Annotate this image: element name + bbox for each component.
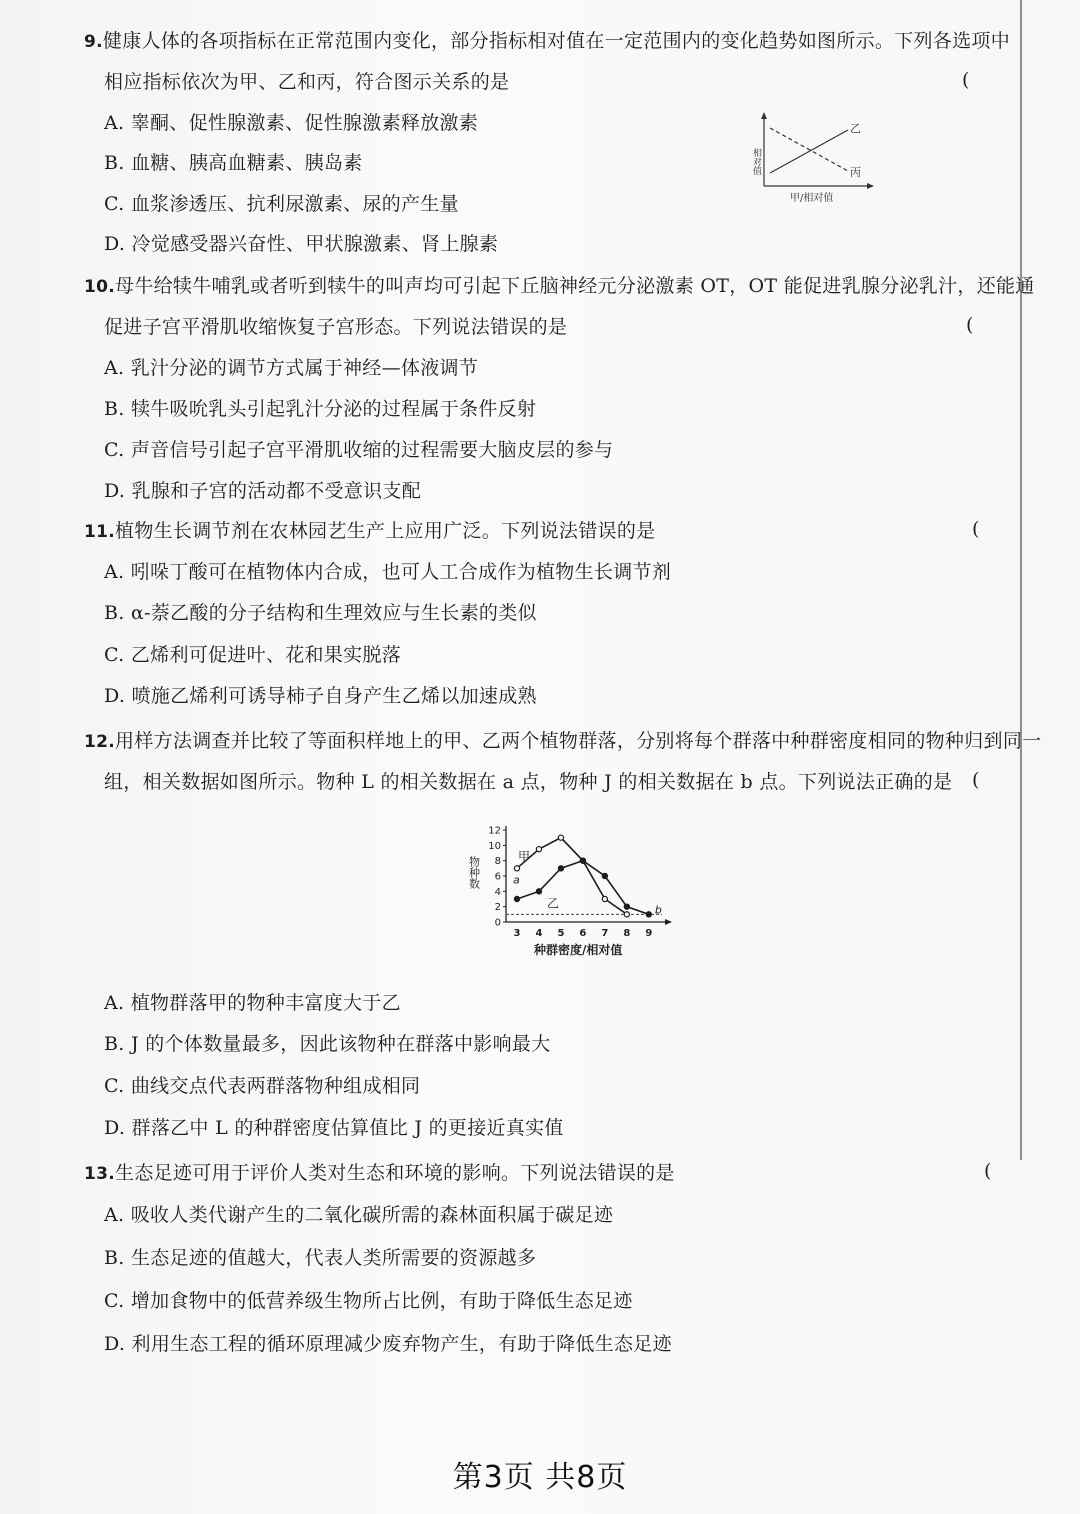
q9-trend-figure <box>740 108 890 208</box>
x-tick-label: 5 <box>557 928 565 939</box>
answer-paren: ( <box>966 314 974 336</box>
option-c: C. 乙烯利可促进叶、花和果实脱落 <box>104 644 402 666</box>
question-number: 10. <box>84 277 116 297</box>
question-stem-line: 促进子宫平滑肌收缩恢复子宫形态。下列说法错误的是 <box>104 316 568 338</box>
question-number: 9. <box>84 32 103 52</box>
x-tick-label: 4 <box>535 928 543 939</box>
series-label: 甲 <box>517 849 531 864</box>
option-a: A. 吸收人类代谢产生的二氧化碳所需的森林面积属于碳足迹 <box>104 1204 614 1226</box>
option-a: A. 吲哚丁酸可在植物体内合成，也可人工合成作为植物生长调节剂 <box>104 561 672 583</box>
answer-paren: ( <box>972 518 980 540</box>
data-point <box>558 866 563 871</box>
question-stem-line: 用样方法调查并比较了等面积样地上的甲、乙两个植物群落，分别将每个群落中种群密度相同的物种归到同一 <box>115 730 1042 752</box>
option-a: A. 植物群落甲的物种丰富度大于乙 <box>104 992 401 1014</box>
y-tick-label: 4 <box>494 886 501 898</box>
q9-x-label: 甲/相对值 <box>790 193 834 204</box>
q9-label-yi: 乙 <box>850 122 861 135</box>
question-stem-line: 母牛给犊牛哺乳或者听到犊牛的叫声均可引起下丘脑神经元分泌激素 OT，OT 能促进乳腺分泌乳汁，还能通 <box>115 275 1035 297</box>
question-stem-line: 组，相关数据如图所示。物种 L 的相关数据在 a 点，物种 J 的相关数据在 b 点。下列说法正确的是 <box>104 771 953 793</box>
data-point <box>514 896 519 901</box>
data-point <box>646 912 651 917</box>
option-a: A. 乳汁分泌的调节方式属于神经—体液调节 <box>104 357 479 379</box>
q12-x-label: 种群密度/相对值 <box>534 943 623 957</box>
data-point <box>558 835 563 840</box>
data-point <box>602 896 607 901</box>
option-c: C. 曲线交点代表两群落物种组成相同 <box>104 1075 421 1097</box>
option-c: C. 声音信号引起子宫平滑肌收缩的过程需要大脑皮层的参与 <box>104 439 614 461</box>
q9-x-arrow <box>867 183 874 189</box>
q9-y-arrow <box>761 112 767 119</box>
option-d: D. 群落乙中 L 的种群密度估算值比 J 的更接近真实值 <box>104 1117 564 1139</box>
x-tick-label: 3 <box>513 928 521 939</box>
point-annotation: b <box>654 903 662 917</box>
option-c: C. 增加食物中的低营养级生物所占比例，有助于降低生态足迹 <box>104 1290 633 1312</box>
data-point <box>536 889 541 894</box>
y-tick-label: 8 <box>494 856 501 868</box>
q12-y-label: 物种数 <box>467 856 481 889</box>
option-d: D. 冷觉感受器兴奋性、甲状腺激素、肾上腺素 <box>104 233 499 255</box>
page-edge-shadow <box>1020 0 1022 1160</box>
option-b: B. J 的个体数量最多，因此该物种在群落中影响最大 <box>104 1033 551 1055</box>
option-b: B. 犊牛吸吮乳头引起乳汁分泌的过程属于条件反射 <box>104 398 537 420</box>
option-b: B. 血糖、胰高血糖素、胰岛素 <box>104 152 363 174</box>
data-point <box>536 847 541 852</box>
question-stem-line: 植物生长调节剂在农林园艺生产上应用广泛。下列说法错误的是 <box>115 520 656 542</box>
y-tick-label: 10 <box>488 840 501 852</box>
question-stem-line: 健康人体的各项指标在正常范围内变化，部分指标相对值在一定范围内的变化趋势如图所示。下列各选项中 <box>102 30 1010 52</box>
x-tick-label: 7 <box>601 928 609 939</box>
y-tick-label: 12 <box>488 825 501 837</box>
y-tick-label: 0 <box>494 917 501 929</box>
answer-paren: ( <box>962 69 970 91</box>
option-b: B. α-萘乙酸的分子结构和生理效应与生长素的类似 <box>104 602 537 624</box>
data-point <box>624 904 629 909</box>
y-tick-label: 2 <box>494 902 501 914</box>
page-footer: 第3页 共8页 <box>452 1460 628 1495</box>
q9-y-label: 相对值 <box>751 148 761 175</box>
option-c: C. 血浆渗透压、抗利尿激素、尿的产生量 <box>104 193 459 215</box>
question-number: 11. <box>84 522 116 542</box>
data-point <box>624 912 629 917</box>
option-b: B. 生态足迹的值越大，代表人类所需要的资源越多 <box>104 1247 537 1269</box>
question-stem-line: 相应指标依次为甲、乙和丙，符合图示关系的是 <box>104 71 510 93</box>
q12-x-arrow <box>665 919 672 925</box>
q9-label-bing: 丙 <box>850 166 861 179</box>
option-d: D. 喷施乙烯利可诱导柿子自身产生乙烯以加速成熟 <box>104 685 537 707</box>
option-d: D. 利用生态工程的循环原理减少废弃物产生，有助于降低生态足迹 <box>104 1333 672 1355</box>
x-tick-label: 8 <box>623 928 631 939</box>
question-number: 12. <box>84 732 116 752</box>
q9-line-yi <box>770 130 848 173</box>
data-point <box>514 866 519 871</box>
option-d: D. 乳腺和子宫的活动都不受意识支配 <box>104 480 422 502</box>
answer-paren: ( <box>972 769 980 791</box>
q12-species-chart <box>462 818 692 968</box>
answer-paren: ( <box>984 1160 992 1182</box>
option-a: A. 睾酮、促性腺激素、促性腺激素释放激素 <box>104 112 479 134</box>
series-line-jia <box>517 838 627 915</box>
data-point <box>602 873 607 878</box>
point-annotation: a <box>512 873 520 887</box>
question-number: 13. <box>84 1164 116 1184</box>
q9-line-bing <box>770 128 848 171</box>
data-point <box>580 858 585 863</box>
x-tick-label: 6 <box>579 928 587 939</box>
x-tick-label: 9 <box>645 928 653 939</box>
question-stem-line: 生态足迹可用于评价人类对生态和环境的影响。下列说法错误的是 <box>115 1162 675 1184</box>
y-tick-label: 6 <box>494 871 501 883</box>
series-label: 乙 <box>546 896 559 911</box>
